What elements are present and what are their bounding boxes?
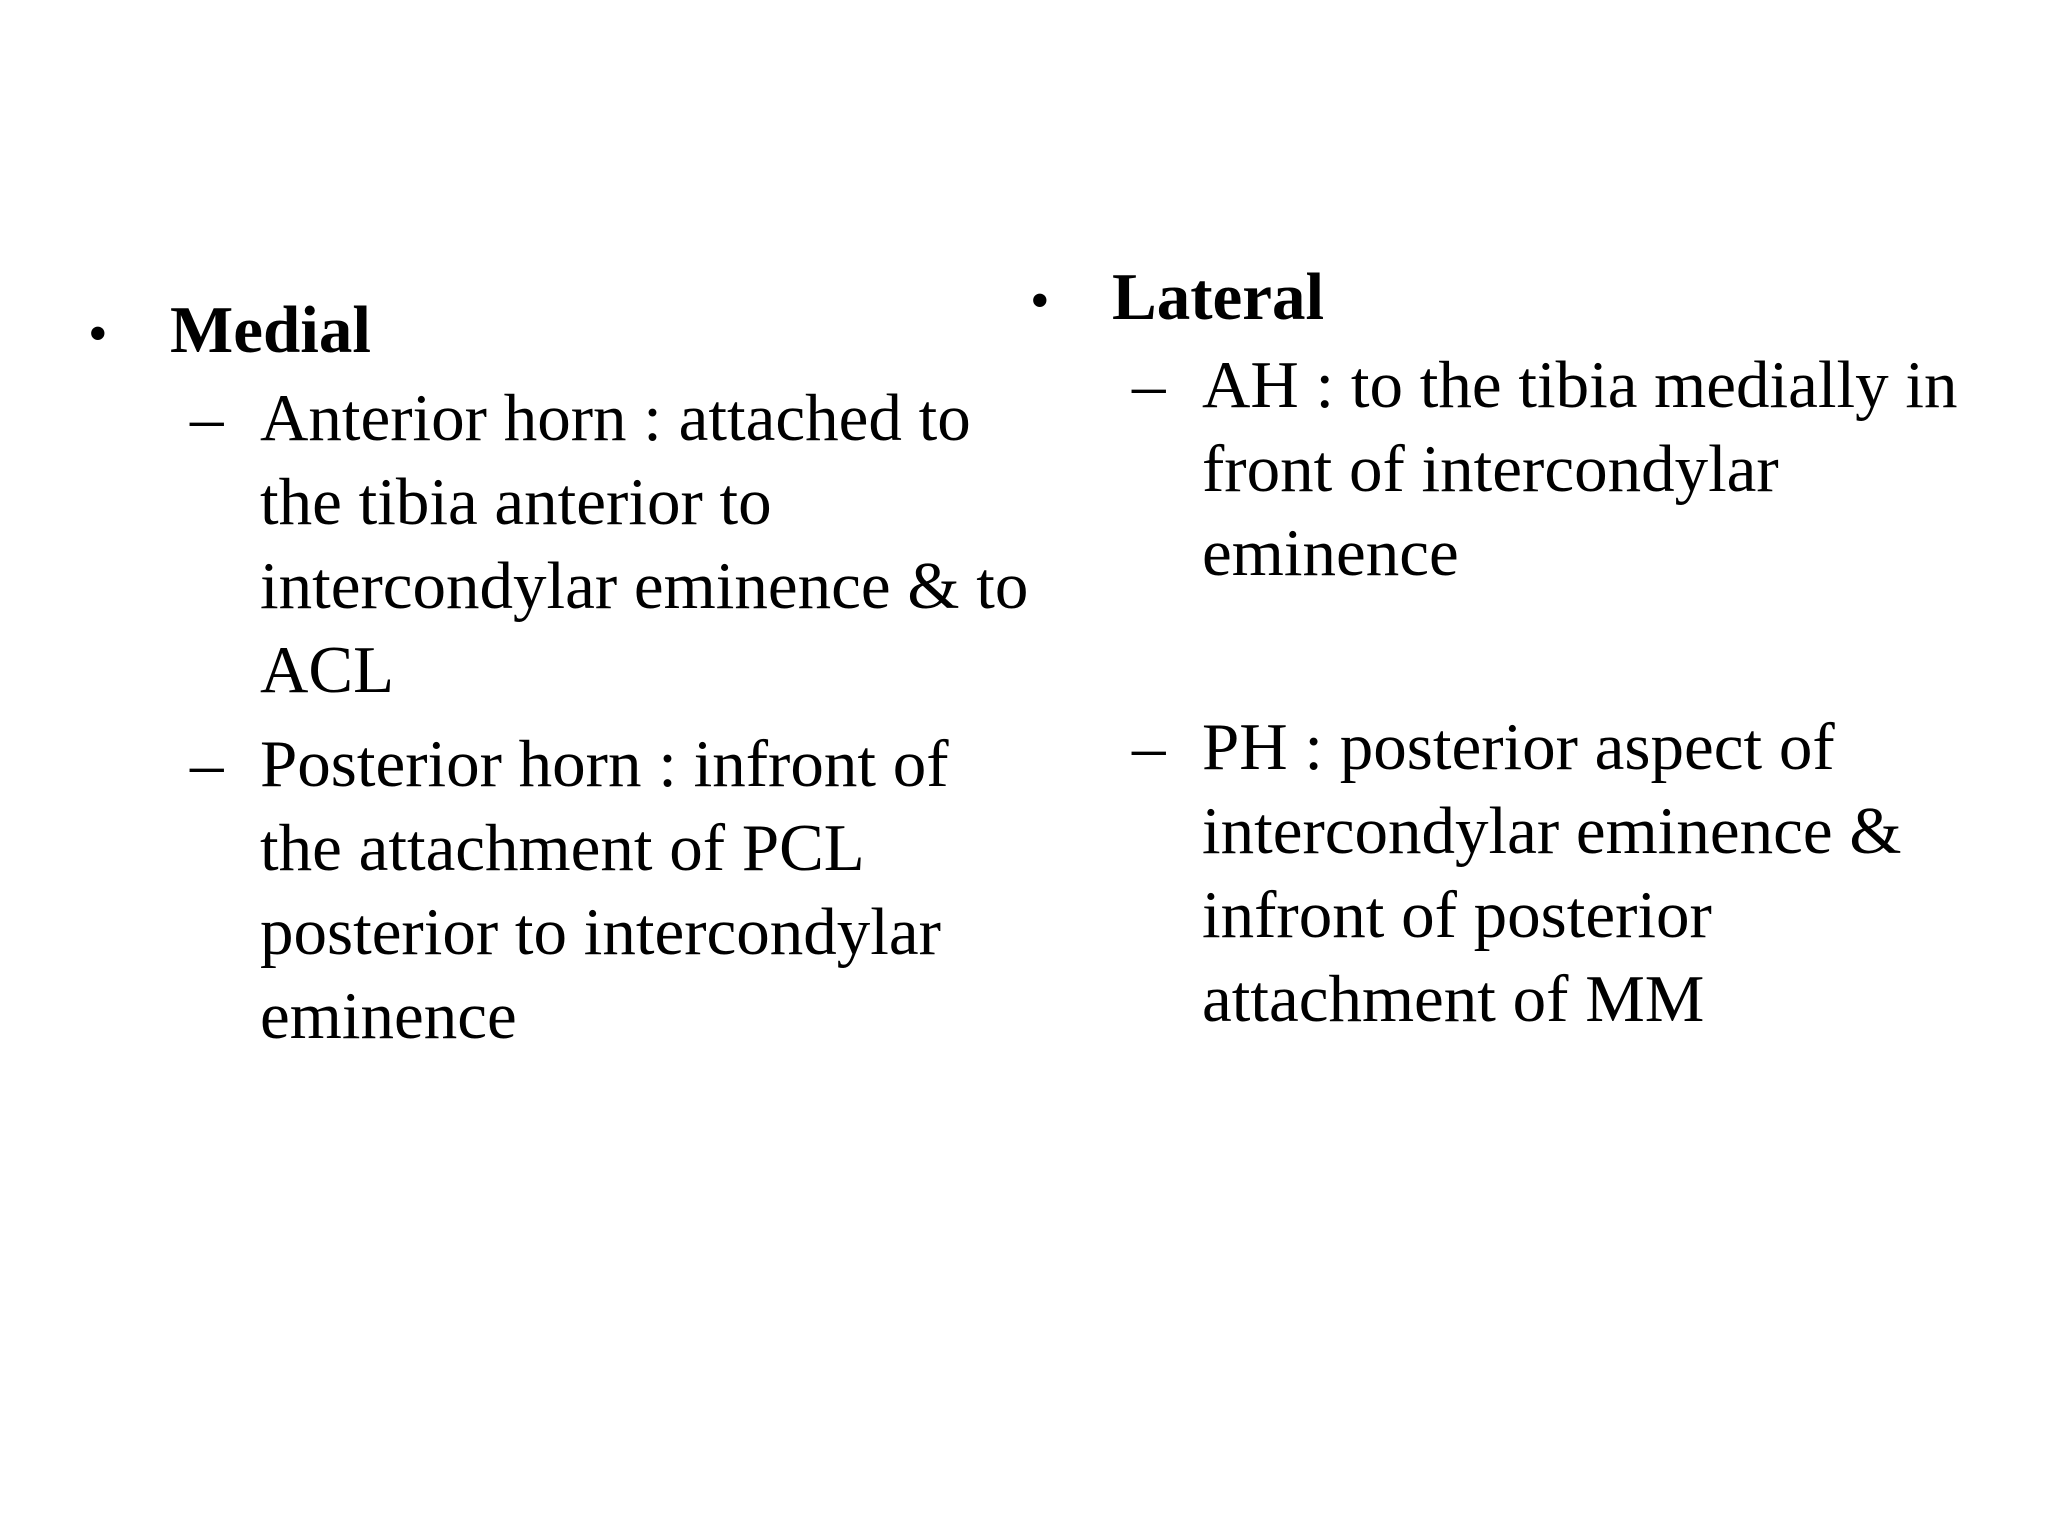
bullet-icon: • bbox=[88, 303, 108, 365]
dash-icon: – bbox=[1132, 710, 1166, 784]
dash-icon: – bbox=[1132, 348, 1166, 422]
lateral-item-ph-text: PH : posterior aspect of intercondylar eminence & infront of posterior attachment of MM bbox=[1202, 710, 1902, 1036]
lateral-column bbox=[1030, 255, 2020, 1041]
medial-item-anterior-horn bbox=[190, 376, 1068, 712]
bullet-icon: • bbox=[1030, 270, 1050, 332]
lateral-item-ah-text: AH : to the tibia medially in front of intercondylar eminence bbox=[1202, 348, 1958, 590]
medial-item-posterior-horn bbox=[190, 722, 1068, 1058]
lateral-item-ph bbox=[1132, 705, 2020, 1041]
medial-item-anterior-horn-text: Anterior horn : attached to the tibia anterior to intercondylar eminence & to ACL bbox=[260, 381, 1029, 707]
dash-icon: – bbox=[190, 381, 224, 455]
medial-heading-row bbox=[88, 288, 1068, 376]
lateral-item-ah bbox=[1132, 343, 2020, 595]
lateral-heading-row bbox=[1030, 255, 2020, 343]
medial-item-posterior-horn-text: Posterior horn : infront of the attachment of PCL posterior to intercondylar eminence bbox=[260, 727, 949, 1053]
medial-heading: Medial bbox=[170, 293, 371, 367]
lateral-heading: Lateral bbox=[1112, 260, 1325, 334]
dash-icon: – bbox=[190, 727, 224, 801]
medial-column bbox=[88, 288, 1068, 1058]
